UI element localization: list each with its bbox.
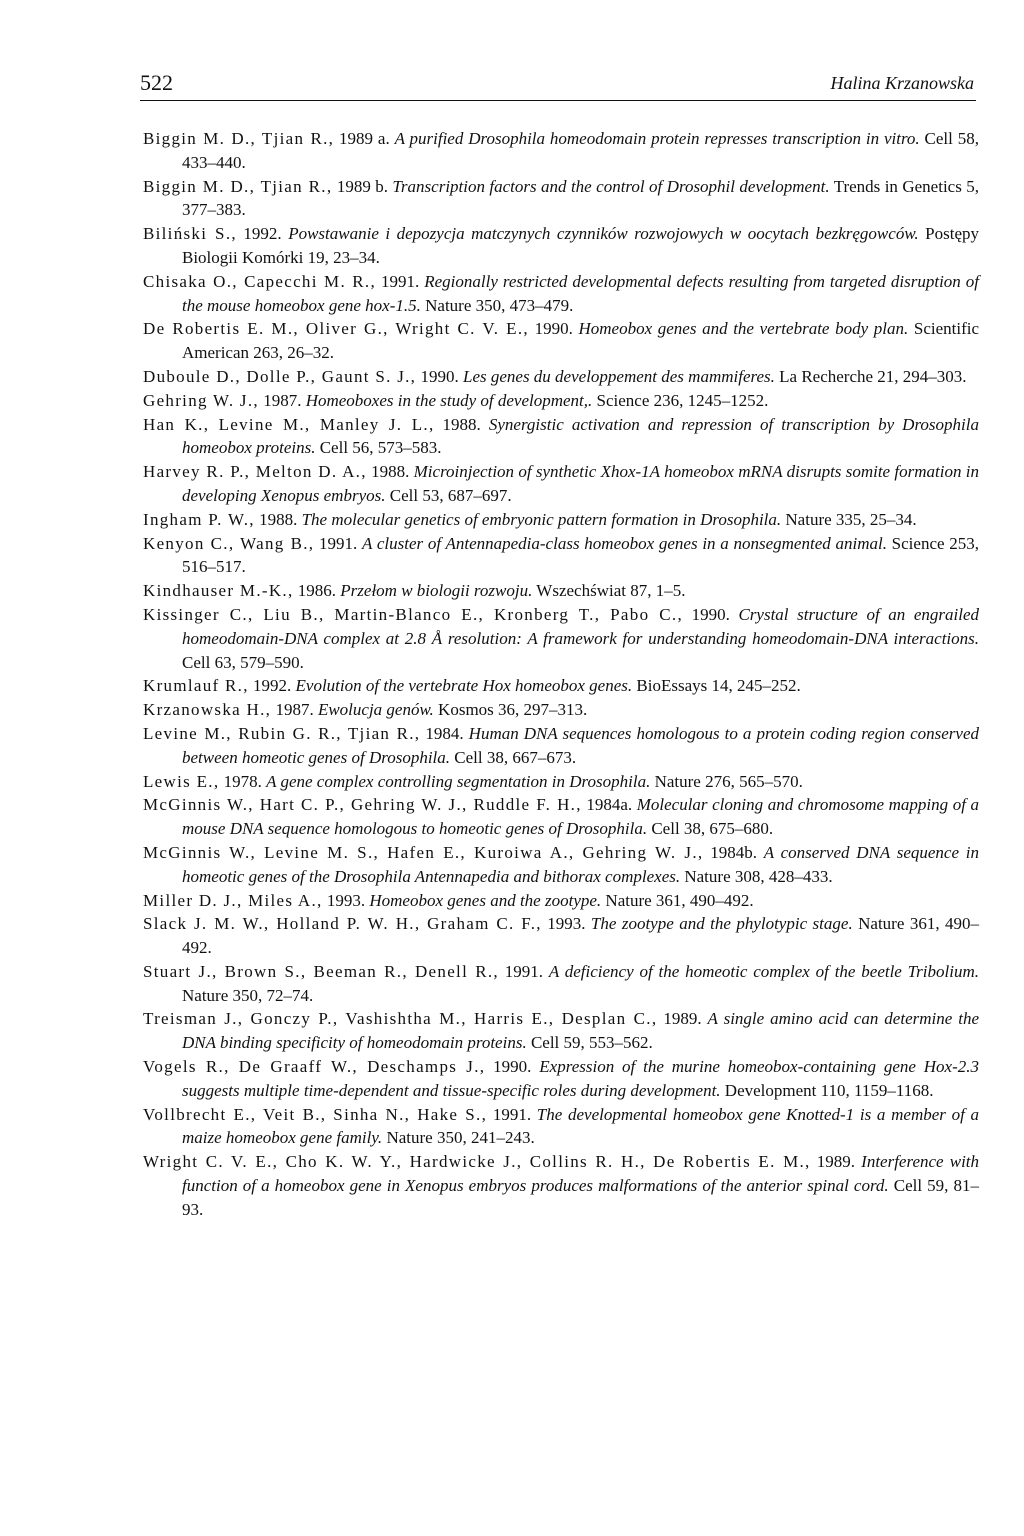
reference-title: Ewolucja genów.	[317, 700, 434, 720]
reference-title: Powstawanie i depozycja matczynych czynników rozwojowych w oocytach bezkręgowców.	[288, 224, 919, 244]
reference-source: Nature 335, 25–34.	[781, 509, 917, 529]
reference-entry	[143, 889, 979, 913]
reference-year: 1989 a.	[334, 129, 395, 148]
reference-entry	[143, 603, 979, 674]
reference-year: 1991.	[498, 961, 549, 981]
reference-list	[143, 127, 979, 1222]
reference-entry	[143, 317, 979, 365]
reference-authors: Vogels R., De Graaff W., Deschamps J.,	[143, 1057, 486, 1077]
reference-entry	[143, 365, 979, 389]
reference-year: 1989.	[657, 1009, 708, 1029]
reference-authors: Kindhauser M.-K.,	[143, 581, 294, 601]
reference-authors: Harvey R. P., Melton D. A.,	[143, 462, 367, 482]
reference-source: Nature 361, 490–492.	[182, 914, 979, 958]
reference-title: A purified Drosophila homeodomain protein represses transcription in vitro.	[394, 129, 920, 148]
reference-authors: Duboule D., Dolle P., Gaunt S. J.,	[143, 366, 417, 386]
reference-source: Nature 276, 565–570.	[650, 771, 803, 791]
page-header	[140, 70, 976, 101]
reference-title: Microinjection of synthetic Xhox-1A homeobox mRNA disrupts somite formation in developing Xenopus embryos.	[182, 462, 979, 505]
reference-year: 1978.	[219, 771, 267, 791]
reference-authors: Kissinger C., Liu B., Martin-Blanco E., Kronberg T., Pabo C.,	[143, 604, 684, 624]
reference-entry	[143, 413, 979, 461]
reference-entry	[143, 793, 979, 841]
reference-authors: Levine M., Rubin G. R., Tjian R.,	[143, 723, 421, 743]
reference-title: Homeoboxes in the study of development,.	[305, 390, 593, 410]
reference-entry	[143, 127, 979, 175]
reference-entry	[143, 270, 979, 318]
reference-authors: Slack J. M. W., Holland P. W. H., Graham C. F.,	[143, 914, 542, 934]
reference-source: Development 110, 1159–1168.	[720, 1080, 934, 1100]
reference-source: La Recherche 21, 294–303.	[774, 366, 967, 386]
reference-source: Cell 56, 573–583.	[315, 438, 442, 458]
reference-year: 1988.	[254, 509, 302, 529]
reference-entry	[143, 389, 979, 413]
reference-title: A gene complex controlling segmentation in Drosophila.	[266, 771, 651, 791]
reference-year: 1990.	[485, 1057, 540, 1077]
reference-source: Cell 53, 687–697.	[385, 485, 512, 505]
reference-source: Cell 38, 667–673.	[450, 747, 577, 767]
reference-entry	[143, 698, 979, 722]
reference-source: BioEssays 14, 245–252.	[632, 676, 801, 696]
reference-year: 1988.	[434, 414, 489, 434]
reference-title: Crystal structure of an engrailed homeodomain-DNA complex at 2.8 Å resolution: A framework for understanding homeodomain-DNA interactions.	[182, 604, 979, 648]
running-head: Halina Krzanowska	[830, 73, 974, 93]
reference-source: Cell 63, 579–590.	[182, 652, 304, 672]
reference-source: Cell 38, 675–680.	[647, 819, 774, 839]
reference-entry	[143, 460, 979, 508]
reference-title: A deficiency of the homeotic complex of the beetle Tribolium.	[548, 961, 979, 981]
reference-source: Trends in Genetics 5, 377–383.	[182, 176, 979, 220]
reference-entry	[143, 532, 979, 580]
reference-title: Molecular cloning and chromosome mapping of a mouse DNA sequence homologous to homeotic genes of Drosophila.	[182, 795, 980, 839]
reference-entry	[143, 770, 979, 794]
reference-year: 1987.	[258, 390, 306, 410]
reference-source: Nature 350, 72–74.	[182, 985, 314, 1005]
reference-year: 1990.	[528, 319, 579, 339]
reference-entry	[143, 960, 979, 1008]
reference-title: Les genes du developpement des mammiferes.	[462, 366, 775, 386]
page-number: 522	[140, 70, 173, 95]
reference-source: Cell 58, 433–440.	[182, 129, 979, 172]
reference-source: Nature 350, 241–243.	[382, 1128, 535, 1148]
reference-authors: McGinnis W., Hart C. P., Gehring W. J., Ruddle F. H.,	[143, 795, 582, 815]
reference-source: Cell 59, 81–93.	[182, 1176, 979, 1219]
reference-entry	[143, 1150, 979, 1221]
reference-title: Transcription factors and the control of Drosophil development.	[392, 176, 830, 196]
reference-title: Homeobox genes and the zootype.	[369, 890, 602, 910]
reference-authors: Biggin M. D., Tjian R.,	[143, 129, 335, 148]
reference-year: 1989.	[810, 1152, 862, 1172]
reference-title: Homeobox genes and the vertebrate body plan.	[578, 319, 909, 339]
reference-year: 1992.	[248, 676, 296, 696]
reference-entry	[143, 222, 979, 270]
reference-source: Science 253, 516–517.	[182, 533, 980, 577]
reference-title: A cluster of Antennapedia-class homeobox genes in a nonsegmented animal.	[362, 533, 887, 553]
reference-authors: Stuart J., Brown S., Beeman R., Denell R.,	[143, 961, 499, 981]
reference-authors: Kenyon C., Wang B.,	[143, 533, 315, 553]
reference-year: 1990.	[416, 366, 463, 386]
reference-title: Evolution of the vertebrate Hox homeobox genes.	[295, 676, 633, 696]
reference-title: Synergistic activation and repression of transcription by Drosophila homeobox proteins.	[182, 414, 979, 458]
reference-entry	[143, 722, 979, 770]
reference-authors: Miller D. J., Miles A.,	[143, 890, 323, 910]
reference-year: 1991.	[487, 1104, 537, 1124]
reference-title: The molecular genetics of embryonic pattern formation in Drosophila.	[301, 509, 782, 529]
reference-entry	[143, 841, 979, 889]
reference-source: Nature 308, 428–433.	[680, 866, 833, 886]
reference-title: Human DNA sequences homologous to a protein coding region conserved between homeotic genes of Drosophila.	[182, 723, 979, 767]
reference-source: Scientific American 263, 26–32.	[182, 319, 980, 363]
reference-authors: Lewis E.,	[143, 771, 220, 791]
reference-entry	[143, 175, 979, 223]
reference-authors: Biggin M. D., Tjian R.,	[143, 176, 333, 196]
reference-authors: Gehring W. J.,	[143, 390, 259, 410]
reference-year: 1987.	[271, 700, 318, 720]
reference-entry	[143, 1007, 979, 1055]
reference-year: 1984a.	[581, 795, 637, 815]
reference-entry	[143, 579, 979, 603]
reference-source: Kosmos 36, 297–313.	[433, 700, 588, 720]
reference-source: Postępy Biologii Komórki 19, 23–34.	[182, 224, 980, 267]
reference-authors: Chisaka O., Capecchi M. R.,	[143, 271, 377, 291]
reference-title: Regionally restricted developmental defects resulting from targeted disruption of the mouse homeobox gene hox-1.5.	[182, 271, 980, 315]
reference-title: Interference with function of a homeobox gene in Xenopus embryos produces malformations of the anterior spinal cord.	[182, 1152, 980, 1196]
reference-title: The zootype and the phylotypic stage.	[590, 914, 853, 934]
reference-title: Przełom w biologii rozwoju.	[340, 581, 533, 601]
reference-entry	[143, 912, 979, 960]
reference-authors: Krumlauf R.,	[143, 676, 249, 696]
reference-year: 1992.	[236, 224, 289, 244]
reference-source: Cell 59, 553–562.	[526, 1033, 653, 1053]
reference-source: Wszechświat 87, 1–5.	[532, 581, 686, 601]
reference-title: The developmental homeobox gene Knotted-1 is a member of a maize homeobox gene family.	[182, 1104, 980, 1148]
reference-entry	[143, 1055, 979, 1103]
reference-authors: Krzanowska H.,	[143, 700, 272, 720]
reference-year: 1991.	[376, 271, 425, 291]
reference-year: 1989 b.	[332, 176, 393, 196]
reference-year: 1993.	[322, 890, 370, 910]
reference-year: 1986.	[293, 581, 341, 601]
reference-authors: Han K., Levine M., Manley J. L.,	[143, 414, 435, 434]
reference-entry	[143, 674, 979, 698]
reference-authors: De Robertis E. M., Oliver G., Wright C. V. E.,	[143, 319, 529, 339]
reference-year: 1988.	[366, 462, 414, 482]
reference-authors: Vollbrecht E., Veit B., Sinha N., Hake S.,	[143, 1104, 488, 1124]
reference-year: 1991.	[314, 533, 363, 553]
reference-entry	[143, 1103, 979, 1151]
reference-source: Nature 361, 490–492.	[601, 890, 754, 910]
reference-year: 1993.	[541, 914, 591, 934]
reference-year: 1984.	[420, 723, 469, 743]
reference-authors: McGinnis W., Levine M. S., Hafen E., Kuroiwa A., Gehring W. J.,	[143, 842, 704, 862]
reference-authors: Biliński S.,	[143, 224, 237, 244]
reference-title: Expression of the murine homeobox-containing gene Hox-2.3 suggests multiple time-dependent and tissue-specific roles during development.	[182, 1057, 979, 1100]
reference-authors: Wright C. V. E., Cho K. W. Y., Hardwicke J., Collins R. H., De Robertis E. M.,	[143, 1152, 811, 1172]
reference-source: Nature 350, 473–479.	[420, 295, 574, 315]
reference-source: Science 236, 1245–1252.	[592, 390, 769, 410]
reference-year: 1984b.	[703, 842, 764, 862]
reference-year: 1990.	[683, 604, 739, 624]
reference-entry	[143, 508, 979, 532]
reference-authors: Treisman J., Gonczy P., Vashishtha M., Harris E., Desplan C.,	[143, 1009, 658, 1029]
reference-authors: Ingham P. W.,	[143, 509, 255, 529]
reference-title: A single amino acid can determine the DNA binding specificity of homeodomain proteins.	[182, 1009, 979, 1053]
reference-title: A conserved DNA sequence in homeotic genes of the Drosophila Antennapedia and bithorax complexes.	[182, 842, 979, 886]
